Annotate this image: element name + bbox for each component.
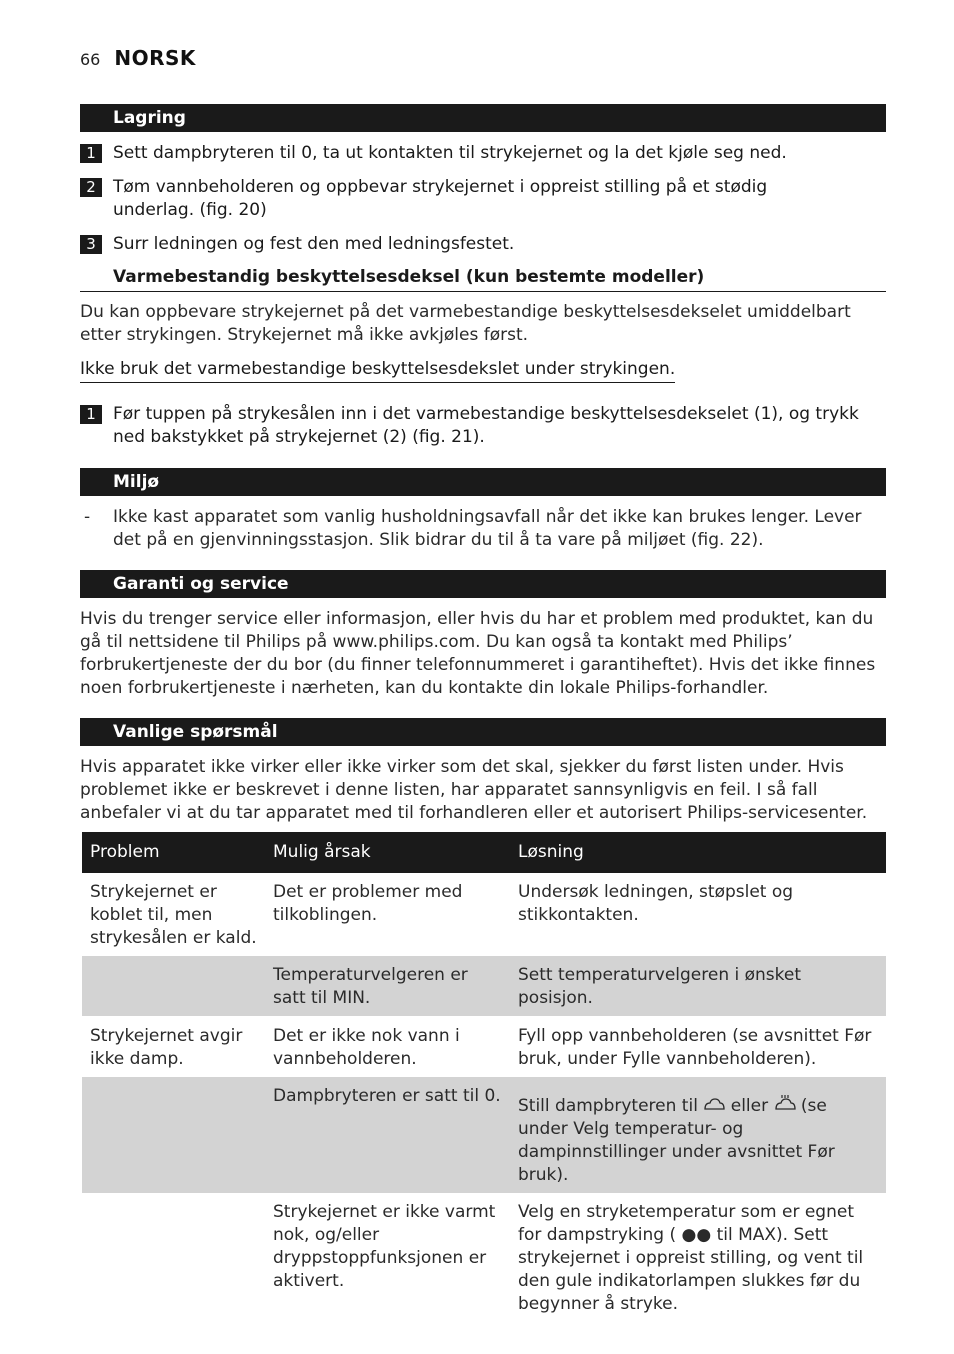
solution-text: Velg en stryketemperatur som er egnet for dampstryking ( (518, 1202, 854, 1245)
step-item (80, 233, 886, 256)
dots-symbol: ●● (681, 1225, 712, 1245)
cell-solution (510, 1077, 886, 1193)
cell-cause: Det er ikke nok vann i vannbeholderen. (273, 1026, 460, 1069)
table-row (82, 1077, 886, 1193)
step-text: Tøm vannbeholderen og oppbevar strykejernet i oppreist stilling på et stødig underlag. (fig. 20) (113, 177, 768, 220)
column-header: Problem (82, 832, 265, 873)
language-title: NORSK (114, 46, 196, 70)
faq-intro: Hvis apparatet ikke virker eller ikke virker som det skal, sjekker du først listen under. Hvis problemet ikke er beskrevet i denne listen, har apparatet sannsynligvis en feil. I så fall anbefaler vi at du tar apparatet med til forhandleren eller et autorisert Philips-servicesenter. (80, 757, 868, 823)
cell-cause: Dampbryteren er satt til 0. (265, 1077, 510, 1193)
section-bar-lagring: Lagring (80, 104, 886, 132)
cell-problem (82, 1077, 265, 1193)
table-header-row (82, 832, 886, 873)
step-number: 3 (80, 235, 102, 254)
bullet-dash: - (84, 507, 91, 527)
table-row (82, 956, 886, 1017)
step-text: Før tuppen på strykesålen inn i det varmebestandige beskyttelsesdekselet (1), og trykk ned bakstykket på strykejernet (2) (fig. 21). (113, 404, 859, 447)
step-item (80, 403, 886, 449)
cell-solution: Undersøk ledningen, støpslet og stikkontakten. (518, 882, 794, 925)
section-bar-garanti: Garanti og service (80, 570, 886, 598)
solution-text: til MAX). Sett strykejernet i oppreist stilling, og vent til den gule indikatorlampen slukkes før du begynner å stryke. (518, 1225, 864, 1314)
cell-solution: Fyll opp vannbeholderen (se avsnittet Før bruk, under Fylle vannbeholderen). (518, 1026, 872, 1069)
troubleshooting-table (82, 832, 886, 1322)
cell-solution (510, 1193, 886, 1322)
step-text: Sett dampbryteren til 0, ta ut kontakten til strykejernet og la det kjøle seg ned. (113, 143, 787, 163)
step-item (80, 176, 770, 222)
section-bar-faq: Vanlige spørsmål (80, 718, 886, 746)
bullet-text: Ikke kast apparatet som vanlig husholdningsavfall når det ikke kan brukes lenger. Lever det på en gjenvinningsstasjon. Slik bidrar du til å ta vare på miljøet (fig. 22). (113, 507, 862, 550)
cover-warning: Ikke bruk det varmebestandige beskyttelsesdekslet under strykingen. (80, 358, 675, 383)
step-number: 2 (80, 178, 102, 197)
cell-cause: Det er problemer med tilkoblingen. (273, 882, 463, 925)
page-header (80, 46, 196, 76)
cell-solution: Sett temperaturvelgeren i ønsket posisjon. (510, 956, 886, 1017)
cover-intro: Du kan oppbevare strykejernet på det varmebestandige beskyttelsesdekselet umiddelbart etter strykingen. Strykejernet må ikke avkjøles først. (80, 302, 851, 345)
step-item (80, 142, 886, 165)
column-header: Løsning (510, 832, 886, 873)
table-row (82, 1193, 886, 1322)
page-number: 66 (80, 50, 101, 69)
table-row (82, 1017, 886, 1078)
cell-problem (82, 1193, 265, 1322)
step-number: 1 (80, 144, 102, 163)
column-header: Mulig årsak (265, 832, 510, 873)
cell-problem: Strykejernet er koblet til, men strykesålen er kald. (90, 882, 257, 948)
solution-text: (se under Velg temperatur- og dampinnstillinger under avsnittet Før bruk). (518, 1096, 835, 1185)
cell-problem: Strykejernet avgir ikke damp. (90, 1026, 243, 1069)
solution-text: Still dampbryteren til (518, 1096, 698, 1116)
cell-cause: Temperaturvelgeren er satt til MIN. (265, 956, 510, 1017)
solution-text: eller (730, 1096, 769, 1116)
step-number: 1 (80, 405, 102, 424)
list-item (80, 506, 886, 552)
garanti-text: Hvis du trenger service eller informasjon, eller hvis du har et problem med produktet, kan du gå til nettsidene til Philips på www.philips.com. Du kan også ta kontakt med Philips’ forbrukertjeneste der du bor (du finner telefonnummeret i garantiheftet). Hvis det ikke finnes noen forbrukertjeneste i nærheten, kan du kontakte din lokale Philips-forhandler. (80, 609, 876, 698)
step-text: Surr ledningen og fest den med ledningsfestet. (113, 234, 515, 254)
subsection-heading: Varmebestandig beskyttelsesdeksel (kun bestemte modeller) (80, 266, 886, 292)
steam-max-icon (774, 1095, 796, 1111)
table-row (82, 873, 886, 956)
cell-cause: Strykejernet er ikke varmt nok, og/eller dryppstoppfunksjonen er aktivert. (273, 1202, 496, 1291)
section-bar-miljo: Miljø (80, 468, 886, 496)
cell-problem (82, 956, 265, 1017)
steam-low-icon (703, 1097, 725, 1111)
